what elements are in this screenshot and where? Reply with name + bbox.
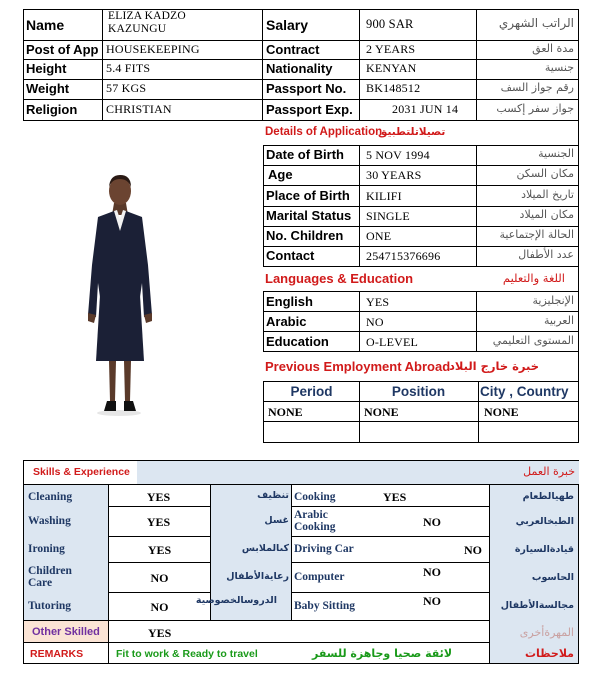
skill-washing-value: YES: [146, 515, 171, 529]
skill-cooking-label: Cooking: [294, 491, 336, 503]
post-value: HOUSEKEEPING: [106, 42, 200, 56]
skills-title-ar: خبرة العمل: [523, 465, 575, 478]
applicant-photo: [70, 165, 170, 425]
weight-label: Weight: [26, 81, 70, 96]
skill-children-care-value: NO: [150, 571, 169, 585]
birthplace-label: Place of Birth: [266, 188, 350, 203]
skill-cooking-ar: طهيالطعام: [522, 491, 574, 502]
employment-title-ar: خبرة خارج البلاد: [449, 359, 540, 373]
skill-tutoring-value: NO: [150, 600, 169, 614]
dob-ar: الجنسية: [538, 147, 574, 160]
employment-position-value: NONE: [364, 405, 399, 419]
education-value: O-LEVEL: [366, 335, 419, 349]
skill-driving-label: Driving Car: [294, 543, 354, 555]
skill-driving-ar: قيادةالسيارة: [514, 544, 574, 555]
salary-value: 900 SAR: [366, 17, 414, 31]
marital-value: SINGLE: [366, 209, 410, 223]
contract-value: 2 YEARS: [366, 42, 416, 56]
nationality-label: Nationality: [266, 61, 333, 76]
dob-label: Date of Birth: [266, 147, 344, 162]
skill-arabic-cooking-label: Arabic Cooking: [294, 509, 336, 533]
other-skilled-ar: المهرةأخرى: [519, 626, 574, 639]
arabic-value: NO: [366, 315, 384, 329]
children-value: ONE: [366, 229, 392, 243]
skill-baby-sitting-value: NO: [423, 594, 441, 608]
post-label: Post of App: [26, 42, 99, 57]
passport-no-label: Passport No.: [266, 81, 347, 96]
employment-location-value: NONE: [484, 405, 519, 419]
nationality-ar: جنسية: [544, 61, 574, 74]
remarks-value: Fit to work & Ready to travel: [116, 648, 258, 660]
employment-header-position: Position: [391, 384, 446, 399]
skill-cleaning-label: Cleaning: [28, 491, 73, 503]
arabic-label: Arabic: [266, 314, 307, 329]
arabic-ar: العربية: [543, 314, 574, 327]
birthplace-value: KILIFI: [366, 189, 402, 203]
skill-computer-value: NO: [423, 565, 441, 579]
name-label: Name: [26, 17, 65, 33]
age-value: 30 YEARS: [366, 168, 422, 182]
marital-label: Marital Status: [266, 208, 352, 223]
skill-arabic-cooking-ar: الطبخالعربي: [515, 516, 574, 527]
passport-exp-label: Passport Exp.: [266, 102, 353, 117]
passport-no-ar: رقم جواز السف: [500, 81, 574, 94]
remarks-ar: ملاحظات: [525, 647, 574, 660]
employment-header-location: City , Country: [480, 384, 569, 399]
contact-ar: عدد الأطفال: [518, 248, 574, 261]
marital-ar: مكان الميلاد: [519, 208, 574, 221]
height-value: 5.4 FITS: [106, 61, 151, 75]
skill-washing-ar: غسل: [264, 515, 289, 526]
contract-ar: مدة العق: [532, 42, 574, 55]
name-value-line1: ELIZA KADZO: [108, 10, 186, 22]
skill-tutoring-label: Tutoring: [28, 600, 72, 612]
education-label: Education: [266, 334, 329, 349]
skill-cleaning-value: YES: [146, 490, 171, 504]
skill-computer-ar: الحاسوب: [531, 572, 574, 583]
weight-value: 57 KGS: [106, 81, 147, 95]
skill-computer-label: Computer: [294, 571, 345, 583]
skill-baby-sitting-ar: مجالسةالأطفال: [500, 600, 574, 611]
remarks-ar-value: لائقة صحيا وجاهزة للسفر: [312, 647, 453, 660]
passport-no-value: BK148512: [366, 81, 421, 95]
english-value: YES: [366, 295, 390, 309]
english-label: English: [266, 294, 313, 309]
skill-ironing-label: Ironing: [28, 543, 65, 555]
remarks-label: REMARKS: [30, 648, 84, 660]
name-value-line2: KAZUNGU: [108, 23, 167, 35]
english-ar: الإنجليزية: [532, 294, 574, 307]
contact-value: 254715376696: [366, 249, 441, 263]
skill-tutoring-ar: الدروسالخصوصية: [195, 595, 277, 606]
languages-title: Languages & Education: [265, 271, 414, 286]
contact-label: Contact: [266, 248, 315, 263]
skill-cleaning-ar: تنظيف: [257, 490, 289, 501]
height-label: Height: [26, 61, 67, 76]
skill-baby-sitting-label: Baby Sitting: [294, 600, 356, 612]
skill-arabic-cooking-value: NO: [423, 515, 441, 529]
employment-header-period: Period: [290, 384, 333, 399]
details-title-ar: تصيلاتلتطبيق: [378, 126, 446, 138]
education-ar: المستوى التعليمي: [492, 334, 574, 347]
religion-value: CHRISTIAN: [106, 102, 172, 116]
employment-period-value: NONE: [268, 405, 303, 419]
skill-cooking-value: YES: [383, 490, 407, 504]
salary-label: Salary: [266, 17, 309, 33]
skill-washing-label: Washing: [28, 515, 71, 527]
nationality-value: KENYAN: [366, 61, 417, 75]
children-ar: الحالة الإجتماعية: [499, 228, 574, 241]
birthplace-ar: تاريخ الميلاد: [521, 188, 574, 201]
details-title: Details of Application: [265, 126, 383, 138]
passport-exp-value: 2031 JUN 14: [392, 102, 459, 116]
other-skilled-label: Other Skilled: [32, 626, 100, 638]
passport-exp-ar: جواز سفر إكسب: [496, 102, 574, 115]
children-label: No. Children: [266, 228, 344, 243]
salary-ar: الراتب الشهري: [498, 16, 574, 30]
skill-children-care-label: Children Care: [28, 565, 72, 589]
employment-title: Previous Employment Abroad: [265, 359, 451, 374]
skill-children-care-ar: رعايةالأطفال: [226, 571, 289, 582]
languages-title-ar: اللغة والتعليم: [502, 271, 565, 285]
age-label: Age: [268, 167, 293, 182]
age-ar: مكان السكن: [516, 167, 574, 180]
dob-value: 5 NOV 1994: [366, 148, 430, 162]
other-skilled-value: YES: [148, 626, 172, 640]
religion-label: Religion: [26, 102, 78, 117]
skills-title: Skills & Experience: [33, 466, 130, 478]
skill-ironing-value: YES: [147, 543, 172, 557]
skill-driving-value: NO: [464, 543, 482, 557]
skill-ironing-ar: كىالملابس: [241, 543, 289, 554]
contract-label: Contract: [266, 42, 320, 57]
